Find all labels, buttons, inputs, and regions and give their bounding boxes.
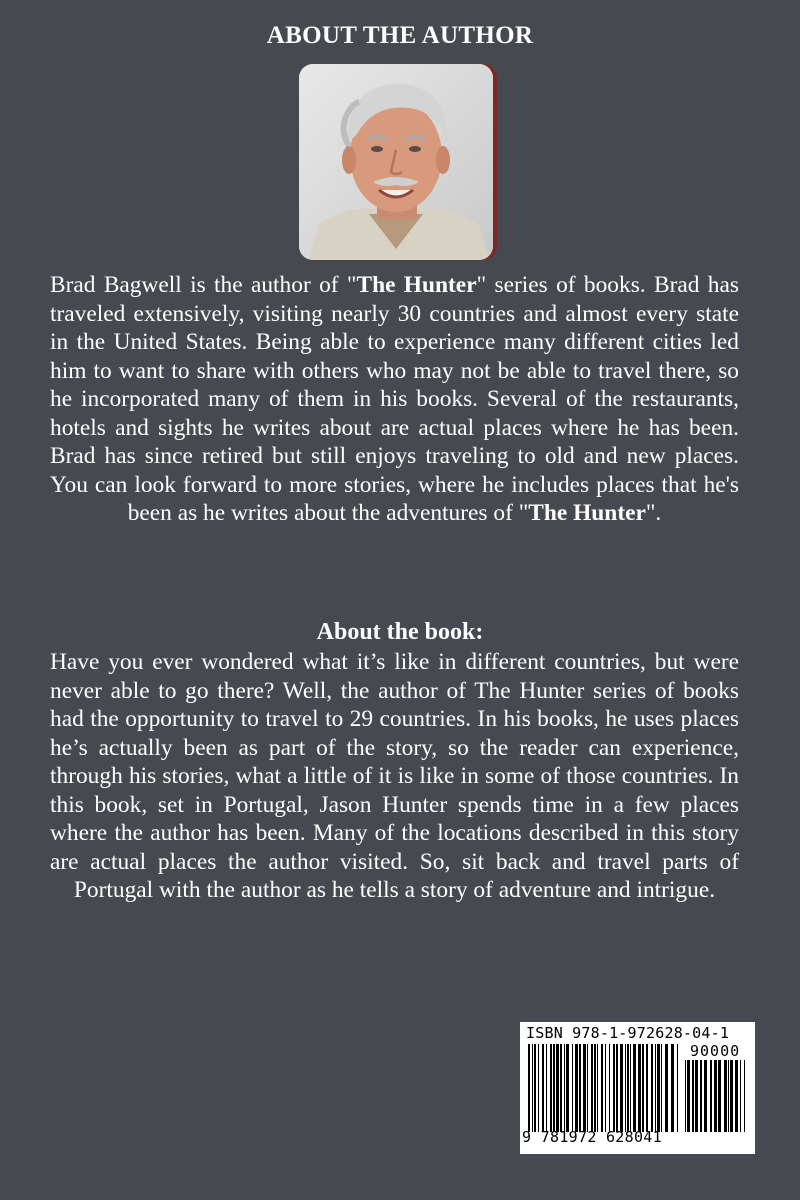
series-title-end: The Hunter — [528, 500, 646, 526]
addon-barcode-icon — [685, 1060, 747, 1134]
bio-text-3: ". — [645, 500, 662, 526]
author-bio — [50, 271, 739, 528]
barcode — [520, 1022, 755, 1154]
book-description: Have you ever wondered what it’s like in different countries, but were never able to go there? Well, the author of The Hunter series of books had the opportunity to travel to 29 countries. In his books, he uses places he’s actually been as part of the story, so the reader can experience, through his stories, what a little of it is like in some of those countries. In this book, set in Portugal, Jason Hunter spends time in a few places where the author has been. Many of the locations described in this story are actual places the author visited. So, sit back and travel parts of Portugal with the author as he tells a story of adventure and intrigue. — [50, 649, 739, 903]
isbn-label: ISBN 978-1-972628-04-1 — [526, 1024, 730, 1042]
series-title: The Hunter — [356, 272, 477, 298]
page-title: ABOUT THE AUTHOR — [266, 22, 534, 49]
author-portrait-icon — [299, 64, 493, 260]
ean-number: 9 781972 628041 — [522, 1128, 662, 1146]
ean-barcode-icon — [528, 1044, 680, 1134]
bio-text-2: " series of books. Brad has traveled extensively, visiting nearly 30 countries and almost every state in the United States. Being able to experience many different cities led him to want to share with others who may not be able to travel there, so he incorporated many of them in his books. Several of the restaurants, hotels and sights he writes about are actual places where he has been. Brad has since retired but still enjoys traveling to old and new places. You can look forward to more stories, where he includes places that he's been as he writes about the adventures of " — [50, 272, 739, 526]
book-heading: About the book: — [316, 619, 484, 645]
bio-text-1: Brad Bagwell is the author of " — [50, 272, 357, 298]
addon-number: 90000 — [690, 1042, 741, 1060]
